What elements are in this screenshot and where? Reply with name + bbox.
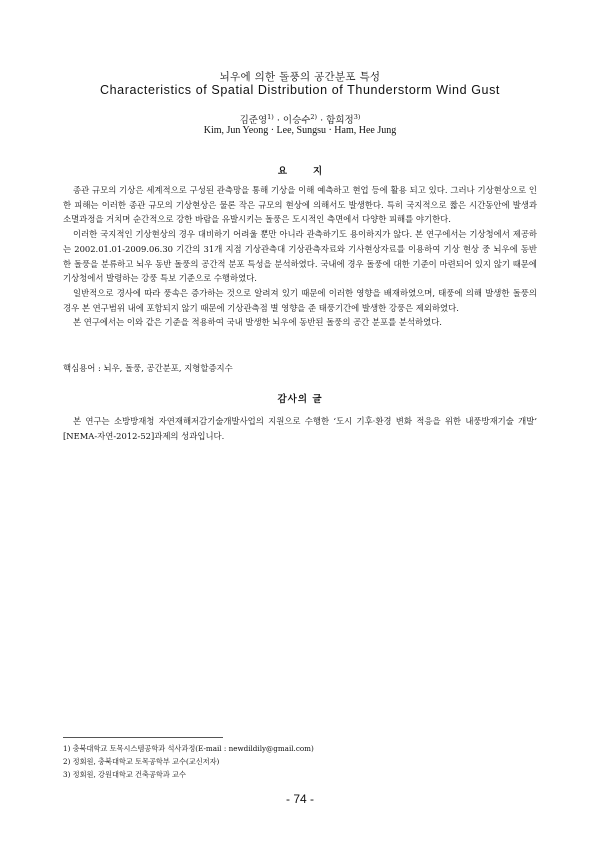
abstract-body xyxy=(63,183,537,330)
acknowledgement-heading: 감사의 글 xyxy=(277,394,323,405)
acknowledgement-text: 본 연구는 소방방재청 자연재해저감기술개발사업의 지원으로 수행한 ‘도시 기후·환경 변화 적응을 위한 내풍방재기술 개발’ [NEMA-자연-2012-52]과제의 성과입니다. xyxy=(63,416,537,441)
abstract-paragraph: 일반적으로 경사에 따라 풍속은 증가하는 것으로 알려져 있기 때문에 이러한 영향을 배재하였으며, 태풍에 의해 발생한 돌풍의 경우 본 연구범위 내에 포함되지 않기 때문에 기상관측점 별 영향을 준 태풍기간에 발생한 강풍은 제외하였다. xyxy=(63,287,537,313)
footnote: 3) 정회원, 강원대학교 건축공학과 교수 xyxy=(63,770,186,780)
english-title: Characteristics of Spatial Distribution of Thunderstorm Wind Gust xyxy=(99,83,501,97)
author-separator: · xyxy=(273,115,283,126)
keywords: 핵심용어 : 뇌우, 돌풍, 공간분포, 지형할증지수 xyxy=(63,363,233,373)
abstract-paragraph: 이러한 국지적인 기상현상의 경우 대비하기 어려울 뿐만 아니라 관측하기도 용이하지가 않다. 본 연구에서는 기상청에서 제공하는 2002.01.01-2009.06.30 기간의 31개 지점 기상관측대 기상관측자료와 기사현상자료를 이용하여 기상 현상 중 뇌우에 동반한 돌풍을 분류하고 뇌우 동반 돌풍의 공간적 분포 특성을 분석하였다. 국내에 경우 돌풍에 대한 기준이 마련되어 있지 않기 때문에 기상청에서 발령하는 강풍 특보 기준으로 수행하였다. xyxy=(63,229,537,284)
footnote: 1) 충북대학교 토목시스템공학과 석사과정(E-mail : newdildily@gmail.com) xyxy=(63,744,314,753)
abstract-heading: 요지 xyxy=(277,166,349,177)
author-name: 김준영 xyxy=(239,115,268,126)
author-separator: · xyxy=(317,115,327,126)
korean-title: 뇌우에 의한 돌풍의 공간분포 특성 xyxy=(219,71,381,83)
author-name: 함희정 xyxy=(326,115,354,126)
author-name: 이승수 xyxy=(282,115,311,126)
acknowledgement-body xyxy=(63,414,537,443)
footnotes xyxy=(63,742,537,782)
abstract-paragraph: 본 연구에서는 이와 같은 기준을 적용하여 국내 발생한 뇌우에 동반된 돌풍의 공간 분포를 분석하였다. xyxy=(73,317,442,328)
abstract-paragraph: 종관 규모의 기상은 세계적으로 구성된 관측망을 통해 기상을 이해 예측하고 현업 등에 활용 되고 있다. 그러나 기상현상으로 인한 피해는 이러한 종관 규모의 기상현상은 물론 작은 규모의 현상에 의해서도 발생한다. 특히 국지적으로 짧은 시간동안에 발생과 소멸과정을 거치며 순간적으로 강한 바람을 유발시키는 돌풍은 도시적인 측면에서 다양한 피해를 야기한다. xyxy=(63,185,537,225)
author-marker: 2) xyxy=(310,112,318,121)
footnote: 2) 정회원, 충북대학교 토목공학부 교수(교신저자) xyxy=(63,757,220,767)
footnote-divider xyxy=(63,737,223,738)
author-marker: 3) xyxy=(353,112,361,121)
page-number: - 74 - xyxy=(285,792,314,806)
english-authors: Kim, Jun Yeong · Lee, Sungsu · Ham, Hee Jung xyxy=(203,125,397,136)
author-marker: 1) xyxy=(267,112,274,121)
korean-authors xyxy=(0,112,600,126)
